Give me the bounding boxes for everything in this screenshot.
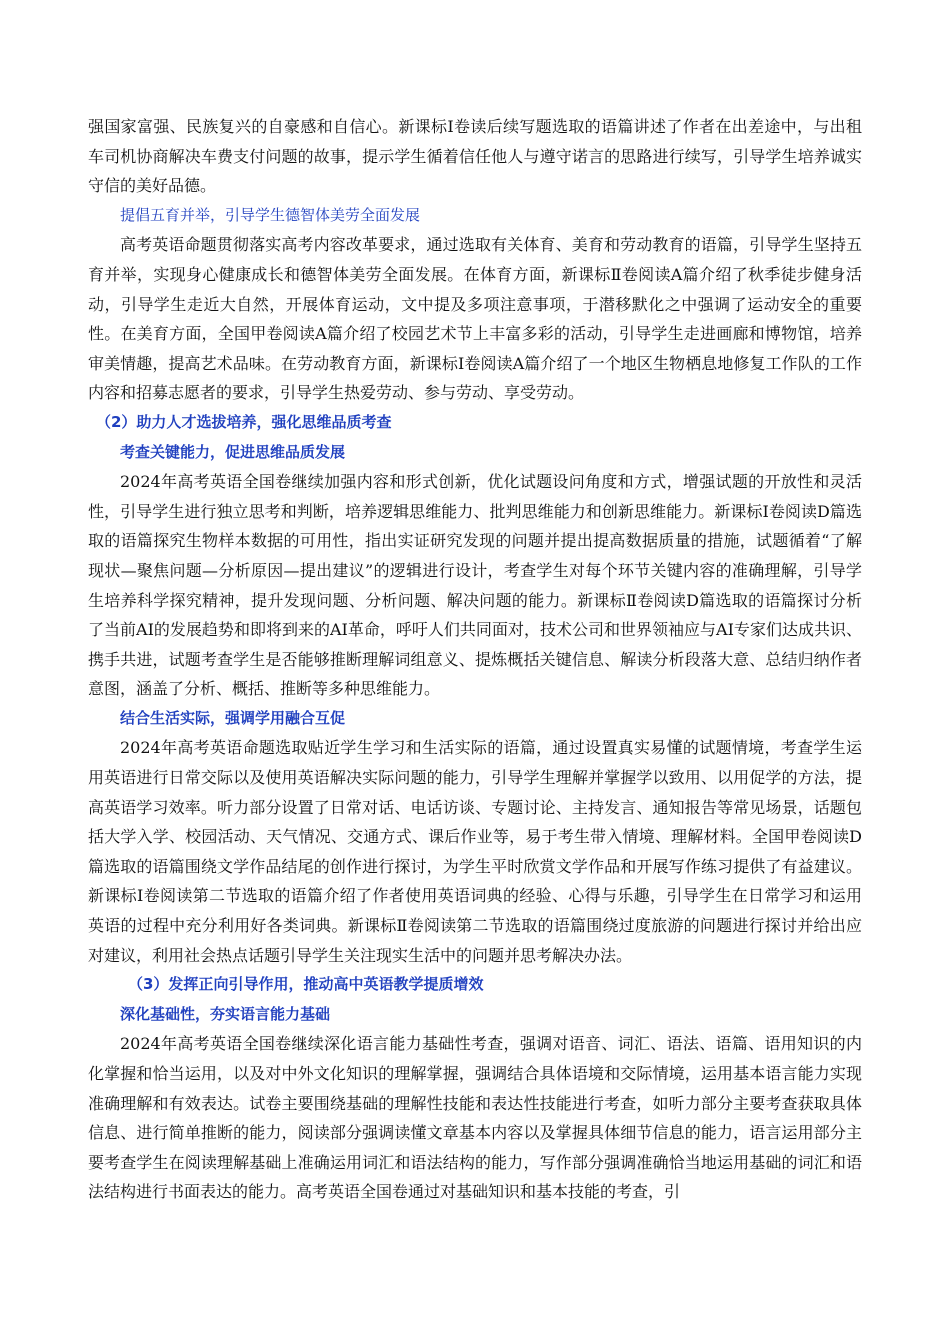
document-page [88, 112, 862, 1207]
paragraph-five-education: 高考英语命题贯彻落实高考内容改革要求，通过选取有关体育、美育和劳动教育的语篇，引导学生坚持五育并举，实现身心健康成长和德智体美劳全面发展。在体育方面，新课标Ⅱ卷阅读A篇介绍了秋季徒步健身活动，引导学生走近大自然，开展体育运动，文中提及多项注意事项，于潜移默化之中强调了运动安全的重要性。在美育方面，全国甲卷阅读A篇介绍了校园艺术节上丰富多彩的活动，引导学生走进画廊和博物馆，培养审美情趣，提高艺术品味。在劳动教育方面，新课标Ⅰ卷阅读A篇介绍了一个地区生物栖息地修复工作队的工作内容和招募志愿者的要求，引导学生热爱劳动、参与劳动、享受劳动。 [88, 235, 862, 403]
paragraph-basics: 2024年高考英语全国卷继续深化语言能力基础性考查，强调对语音、词汇、语法、语篇、语用知识的内化掌握和恰当运用，以及对中外文化知识的理解掌握，强调结合具体语境和交际情境，运用基本语言能力实现准确理解和有效表达。试卷主要围绕基础的理解性技能和表达性技能进行考查，如听力部分主要考查获取具体信息、进行简单推断的能力，阅读部分强调读懂文章基本内容以及掌握具体细节信息的能力，语言运用部分主要考查学生在阅读理解基础上准确运用词汇和语法结构的能力，写作部分强调准确恰当地运用基础的词汇和语法结构进行书面表达的能力。高考英语全国卷通过对基础知识和基本技能的考查，引 [88, 1034, 862, 1202]
paragraph-intro: 强国家富强、民族复兴的自豪感和自信心。新课标Ⅰ卷读后续写题选取的语篇讲述了作者在出差途中，与出租车司机协商解决车费支付问题的故事，提示学生循着信任他人与遵守诺言的思路进行续写，引导学生培养诚实守信的美好品德。 [88, 117, 862, 196]
section-heading-2: （2）助力人才选拔培养，强化思维品质考查 [96, 412, 392, 431]
paragraph-real-life: 2024年高考英语命题选取贴近学生学习和生活实际的语篇，通过设置真实易懂的试题情境，考查学生运用英语进行日常交际以及使用英语解决实际问题的能力，引导学生理解并掌握学以致用、以用促学的方法，提高英语学习效率。听力部分设置了日常对话、电话访谈、专题讨论、主持发言、通知报告等常见场景，话题包括大学入学、校园活动、天气情况、交通方式、课后作业等，易于考生带入情境、理解材料。全国甲卷阅读D篇选取的语篇围绕文学作品结尾的创作进行探讨，为学生平时欣赏文学作品和开展写作练习提供了有益建议。新课标Ⅰ卷阅读第二节选取的语篇介绍了作者使用英语词典的经验、心得与乐趣，引导学生在日常学习和运用英语的过程中充分利用好各类词典。新课标Ⅱ卷阅读第二节选取的语篇围绕过度旅游的问题进行探讨并给出应对建议，利用社会热点话题引导学生关注现实生活中的问题并思考解决办法。 [88, 738, 862, 965]
paragraph-key-abilities: 2024年高考英语全国卷继续加强内容和形式创新，优化试题设问角度和方式，增强试题的开放性和灵活性，引导学生进行独立思考和判断，培养逻辑思维能力、批判思维能力和创新思维能力。新课标Ⅰ卷阅读D篇选取的语篇探究生物样本数据的可用性，指出实证研究发现的问题并提出提高数据质量的措施，试题循着“了解现状—聚焦问题—分析原因—提出建议”的逻辑进行设计，考查学生对每个环节关键内容的准确理解，引导学生培养科学探究精神，提升发现问题、分析问题、解决问题的能力。新课标Ⅱ卷阅读D篇选取的语篇探讨分析了当前AI的发展趋势和即将到来的AI革命，呼吁人们共同面对，技术公司和世界领袖应与AI专家们达成共识、携手共进，试题考查学生是否能够推断理解词组意义、提炼概括关键信息、解读分析段落大意、总结归纳作者意图，涵盖了分析、概括、推断等多种思维能力。 [88, 472, 862, 699]
section-heading-3: （3）发挥正向引导作用，推动高中英语教学提质增效 [128, 975, 484, 994]
subheading-five-education: 提倡五育并举，引导学生德智体美劳全面发展 [120, 205, 421, 224]
subheading-key-abilities: 考查关键能力，促进思维品质发展 [120, 442, 346, 461]
subheading-real-life: 结合生活实际，强调学用融合互促 [120, 708, 346, 727]
subheading-basics: 深化基础性，夯实语言能力基础 [120, 1004, 331, 1023]
